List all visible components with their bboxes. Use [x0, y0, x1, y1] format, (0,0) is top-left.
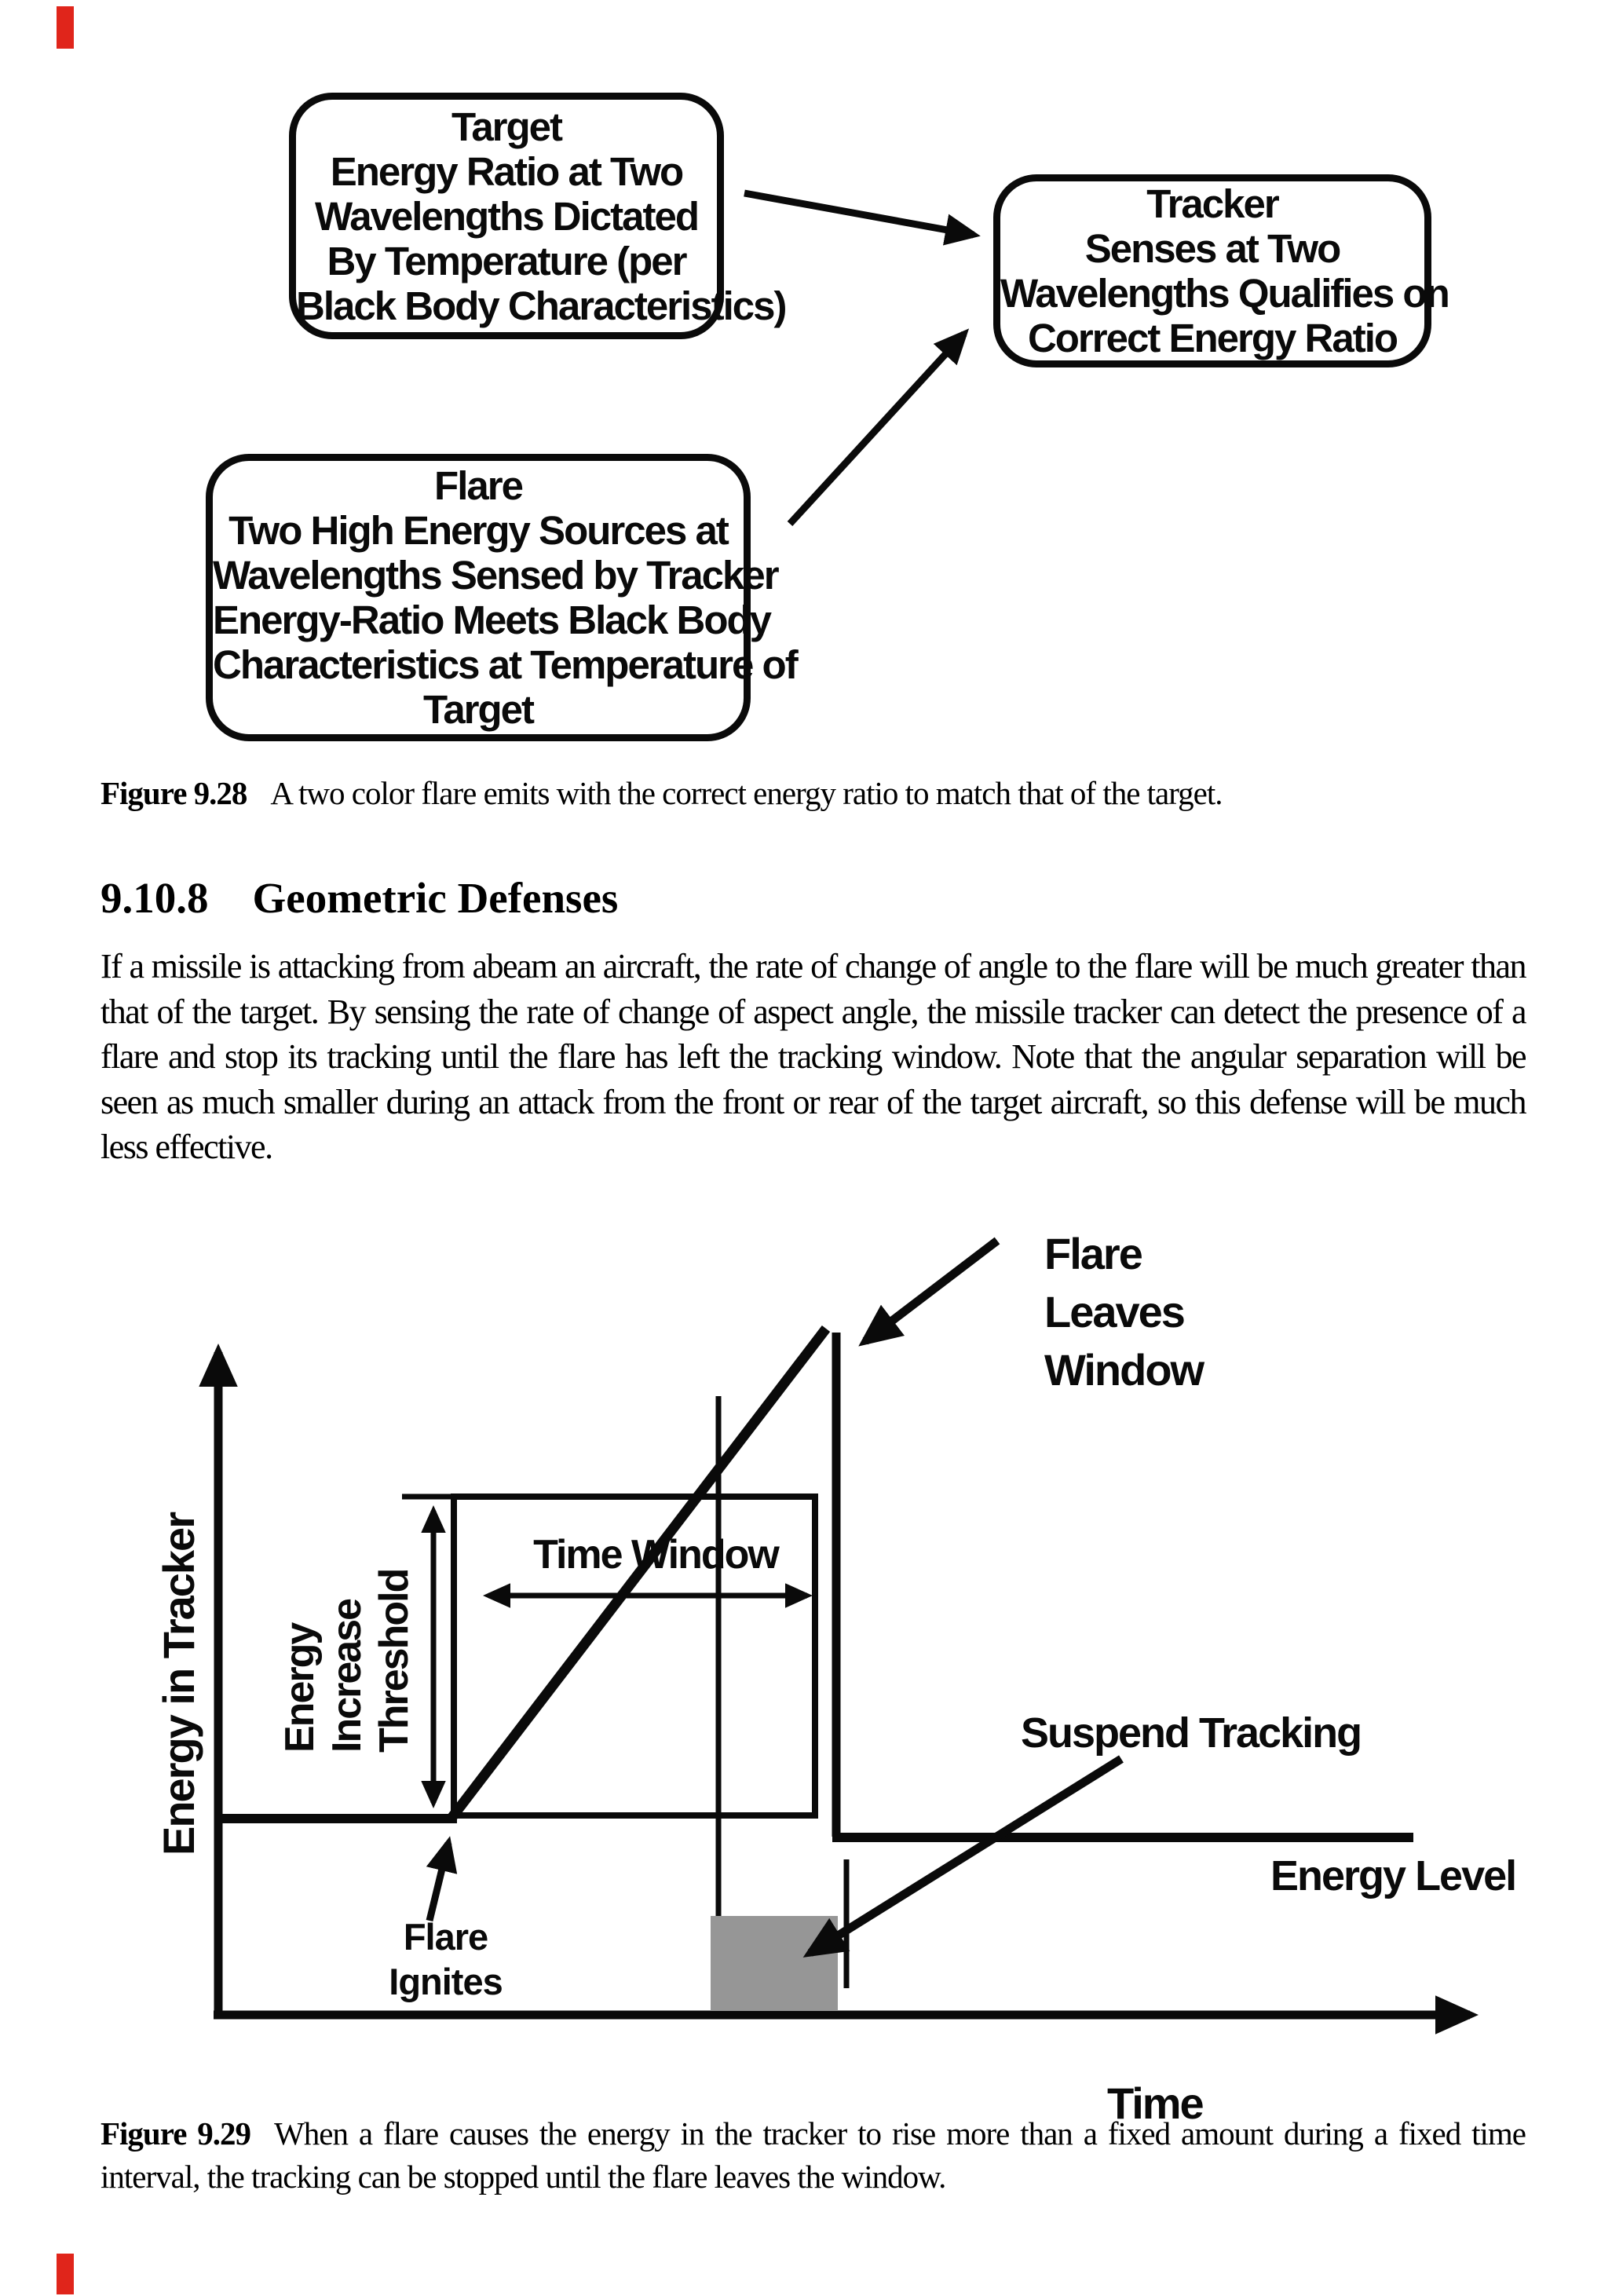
- tracker-box-line: Wavelengths Qualifies on: [1000, 271, 1449, 316]
- section-heading: [101, 873, 618, 923]
- flare-leaves-window-line: Flare: [1044, 1229, 1142, 1278]
- flare-leaves-window-line: Leaves: [1044, 1287, 1184, 1336]
- figure-9-29-caption-text: When a flare causes the energy in the tracker to rise more than a fixed amount during a fixed time interval, the tracking can be stopped until the flare leaves the window.: [101, 2115, 1526, 2195]
- suspend-tracking-region: [711, 1916, 838, 2011]
- flare-ignites-arrow: [430, 1843, 448, 1921]
- figure-9-28-caption-label: Figure 9.28: [101, 775, 247, 811]
- energy-level-label: Energy Level: [1270, 1852, 1516, 1899]
- target-box-line: Target: [451, 104, 562, 149]
- diagram-box-flare: [206, 454, 797, 741]
- section-title: Geometric Defenses: [252, 874, 619, 922]
- tracker-box-line: Senses at Two: [1084, 226, 1340, 271]
- threshold-label: [276, 1556, 418, 1753]
- flare-box-line: Target: [422, 687, 534, 732]
- flare-ignites-line: Ignites: [389, 1961, 503, 2002]
- time-window-label: Time Window: [533, 1532, 778, 1578]
- suspend-tracking-label: Suspend Tracking: [1021, 1709, 1362, 1757]
- diagram-box-target: [289, 93, 786, 339]
- flare-ignites-line: Flare: [403, 1916, 488, 1958]
- flare-leaves-window-line: Window: [1044, 1345, 1204, 1395]
- threshold-label-line: Energy: [277, 1623, 323, 1753]
- arrow-target-to-tracker: [744, 193, 974, 235]
- flare-box-line: Wavelengths Sensed by Tracker: [213, 553, 778, 598]
- flare-ignites-label: [357, 1914, 534, 2004]
- target-box-line: By Temperature (per: [327, 238, 686, 283]
- tracker-box-line: Tracker: [1146, 181, 1278, 226]
- flare-box-line: Characteristics at Temperature of: [213, 642, 797, 687]
- suspend-tracking-arrow: [810, 1759, 1121, 1953]
- section-number: 9.10.8: [101, 874, 209, 922]
- arrow-flare-to-tracker: [790, 334, 964, 524]
- chart-x-axis-label: Time: [1107, 2078, 1203, 2128]
- flare-box-line: Energy-Ratio Meets Black Body: [213, 598, 771, 642]
- target-box-line: Energy Ratio at Two: [330, 148, 683, 194]
- tracker-box-line: Correct Energy Ratio: [1027, 316, 1398, 360]
- diagram-box-tracker: [993, 174, 1449, 367]
- threshold-label-line: Increase: [324, 1599, 370, 1753]
- flare-box-line: Two High Energy Sources at: [228, 508, 728, 553]
- threshold-label-line: Threshold: [371, 1569, 417, 1753]
- flare-leaves-window-arrow: [865, 1241, 997, 1341]
- figure-9-29-caption-label: Figure 9.29: [101, 2115, 251, 2152]
- figure-9-29-caption: [101, 2112, 1526, 2199]
- target-box-line: Black Body Characteristics): [296, 283, 786, 328]
- chart-y-axis-label: Energy in Tracker: [154, 1513, 203, 1856]
- figure-9-28-caption: [101, 772, 1530, 815]
- flare-box-line: Flare: [434, 463, 522, 508]
- figure-9-28-caption-text: A two color flare emits with the correct energy ratio to match that of the target.: [270, 775, 1223, 811]
- flare-leaves-window-label: [1044, 1225, 1203, 1399]
- target-box-line: Wavelengths Dictated: [314, 193, 699, 239]
- body-paragraph: If a missile is attacking from abeam an aircraft, the rate of change of angle to the flare will be much greater than that of the target. By sensing the rate of change of aspect angle, the missile tracker can detect the presence of a flare and stop its tracking until the flare has left the tracking window. Note that the angular separation will be seen as much smaller during an attack from the front or rear of the target aircraft, so this defense will be much less effective.: [101, 947, 1526, 1166]
